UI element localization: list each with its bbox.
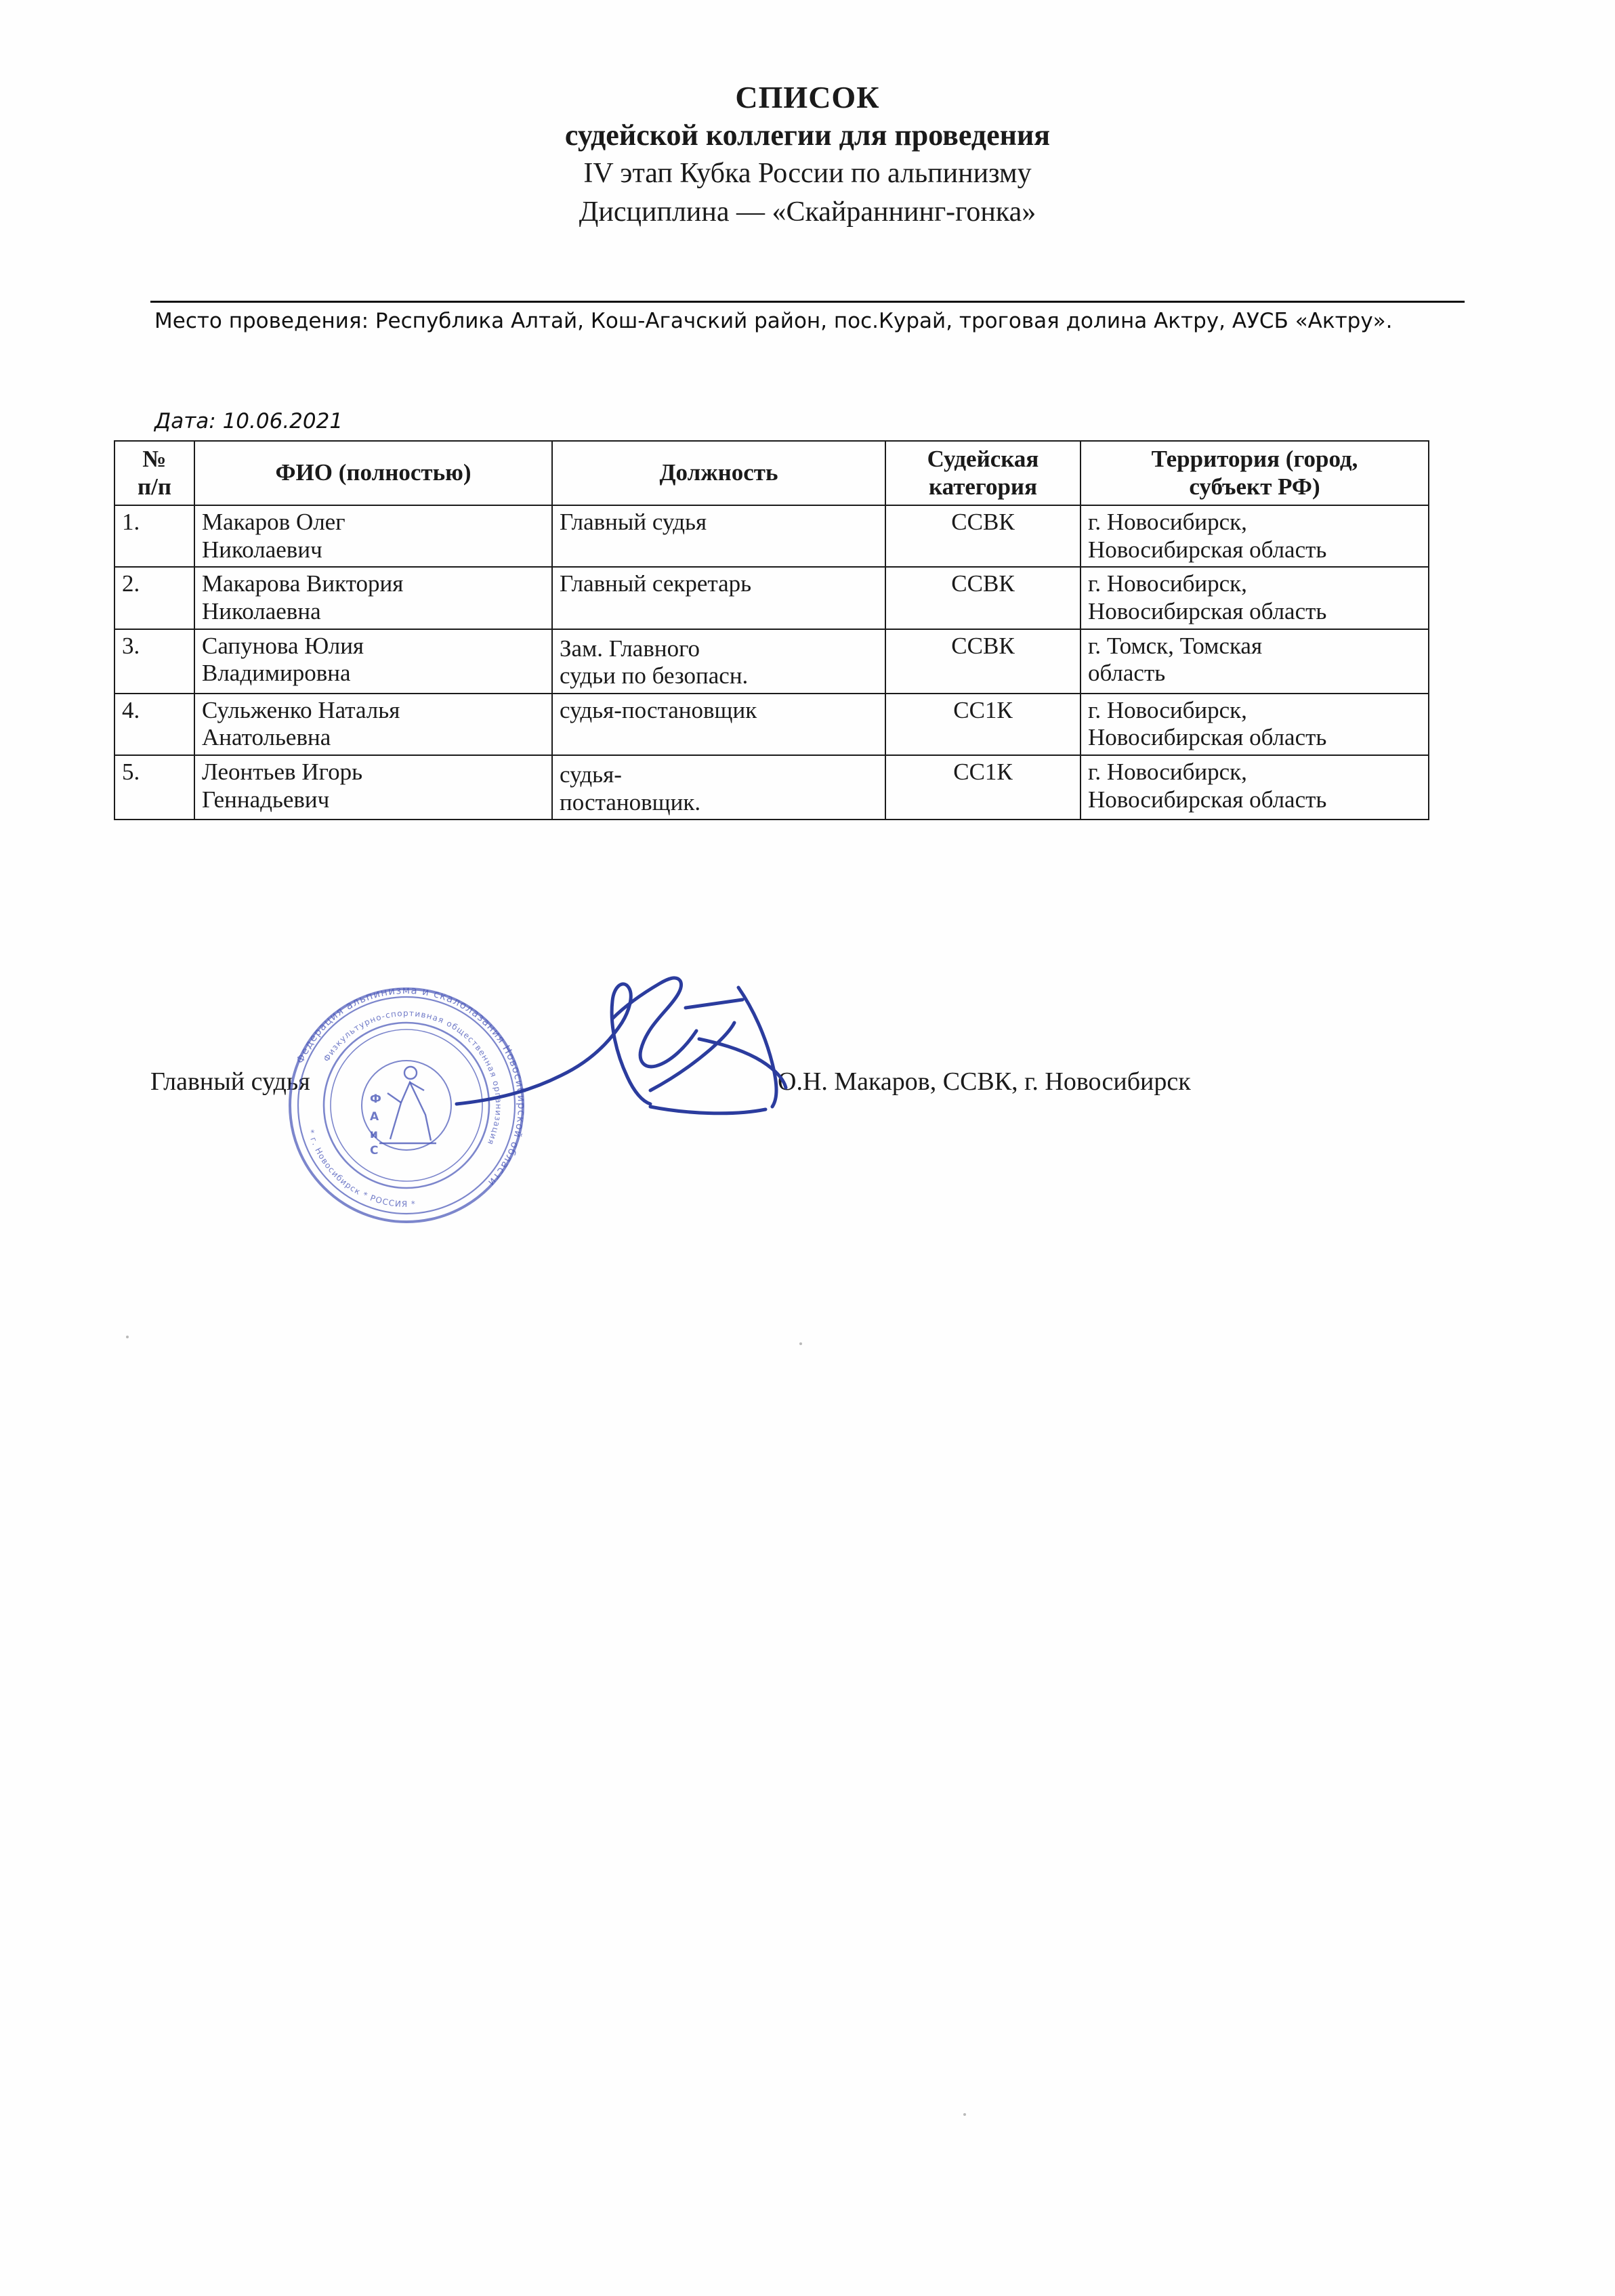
- cell-fio-line1: Сапунова Юлия: [202, 632, 364, 659]
- cell-fio-line1: Сульженко Наталья: [202, 696, 400, 723]
- cell-fio-line2: Анатольевна: [202, 724, 331, 751]
- table-row: [114, 629, 1429, 694]
- cell-role-line2: постановщик.: [560, 788, 701, 815]
- cell-fio-line2: Геннадьевич: [202, 786, 330, 813]
- column-header-territory-line2: субъект РФ): [1189, 473, 1320, 500]
- svg-text:А: А: [370, 1110, 379, 1124]
- column-header-category-line1: Судейская: [927, 446, 1039, 472]
- cell-territory-line2: Новосибирская область: [1088, 724, 1327, 751]
- cell-role-line2: судьи по безопасн.: [560, 662, 749, 689]
- cell-fio-line2: Николаевна: [202, 597, 321, 624]
- cell-territory: [1081, 755, 1429, 820]
- cell-territory-line2: Новосибирская область: [1088, 786, 1327, 813]
- cell-territory: [1081, 505, 1429, 567]
- cell-role: [552, 694, 885, 755]
- column-header-number-line2: п/п: [137, 473, 172, 500]
- title-divider: [150, 301, 1465, 303]
- cell-territory: [1081, 629, 1429, 694]
- event-discipline: Дисциплина — «Скайраннинг-гонка»: [579, 196, 1036, 228]
- signature-label: Главный судья: [150, 1067, 310, 1096]
- cell-territory-line2: Новосибирская область: [1088, 597, 1327, 624]
- cell-category: ССВК: [885, 567, 1081, 629]
- cell-role: [552, 755, 885, 820]
- svg-text:С: С: [370, 1144, 379, 1157]
- column-header-fio: ФИО (полностью): [194, 441, 552, 505]
- svg-text:Федерация альпинизма и скалола: Федерация альпинизма и скалолазания Новосибирской области: [293, 983, 528, 1189]
- cell-fio: [194, 694, 552, 755]
- table-row: [114, 755, 1429, 820]
- svg-text:и: и: [370, 1128, 378, 1141]
- cell-fio-line1: Макарова Виктория: [202, 570, 404, 597]
- cell-role-line1: Зам. Главного: [560, 635, 700, 662]
- cell-territory-line1: г. Новосибирск,: [1088, 758, 1247, 785]
- cell-role: [552, 505, 885, 567]
- column-header-category: [885, 441, 1081, 505]
- column-header-territory: [1081, 441, 1429, 505]
- cell-fio: [194, 755, 552, 820]
- cell-number: 4.: [114, 694, 194, 755]
- cell-role: [552, 629, 885, 694]
- svg-text:* г. Новосибирск * РОССИЯ *: * г. Новосибирск * РОССИЯ *: [306, 1128, 417, 1210]
- cell-number: 1.: [114, 505, 194, 567]
- cell-category: ССВК: [885, 629, 1081, 694]
- cell-fio: [194, 505, 552, 567]
- handwritten-signature: [447, 947, 826, 1177]
- cell-fio-line1: Макаров Олег: [202, 509, 345, 536]
- cell-role-line1: Главный судья: [560, 509, 707, 536]
- cell-number: 3.: [114, 629, 194, 694]
- page-subtitle: судейской коллегии для проведения: [564, 118, 1051, 152]
- venue-paragraph: Место проведения: Республика Алтай, Кош-Агачский район, пос.Курай, троговая долина Актру, АУСБ «Актру».: [154, 309, 1393, 333]
- cell-role-line1: судья-постановщик: [560, 696, 757, 723]
- cell-territory: [1081, 567, 1429, 629]
- cell-fio: [194, 567, 552, 629]
- cell-territory-line1: г. Новосибирск,: [1088, 696, 1247, 723]
- document-title-block: [0, 80, 1615, 229]
- document-date: Дата: 10.06.2021: [154, 409, 343, 433]
- table-row: [114, 505, 1429, 567]
- cell-number: 2.: [114, 567, 194, 629]
- cell-territory-line1: г. Новосибирск,: [1088, 509, 1247, 536]
- cell-category: СС1К: [885, 755, 1081, 820]
- event-stage: IV этап Кубка России по альпинизму: [583, 158, 1032, 190]
- official-stamp-icon: [271, 970, 542, 1241]
- judges-table-wrapper: [114, 440, 1428, 820]
- column-header-number-line1: №: [142, 446, 167, 472]
- svg-text:Ф: Ф: [370, 1092, 381, 1106]
- svg-text:Физкультурно-спортивная общест: Физкультурно-спортивная общественная организация: [321, 1008, 504, 1147]
- column-header-category-line2: категория: [928, 473, 1038, 500]
- signatory-name: О.Н. Макаров, ССВК, г. Новосибирск: [778, 1067, 1191, 1096]
- column-header-role: Должность: [552, 441, 885, 505]
- cell-fio-line1: Леонтьев Игорь: [202, 758, 363, 785]
- cell-fio: [194, 629, 552, 694]
- scan-speckle: [126, 1336, 129, 1338]
- cell-territory-line2: область: [1088, 660, 1166, 687]
- table-row: [114, 694, 1429, 755]
- cell-category: СС1К: [885, 694, 1081, 755]
- cell-fio-line2: Николаевич: [202, 536, 322, 563]
- cell-fio-line2: Владимировна: [202, 660, 351, 687]
- table-row: [114, 567, 1429, 629]
- cell-role-line1: Главный секретарь: [560, 570, 752, 597]
- cell-territory: [1081, 694, 1429, 755]
- cell-territory-line2: Новосибирская область: [1088, 536, 1327, 563]
- page-title: СПИСОК: [735, 80, 880, 114]
- cell-role: [552, 567, 885, 629]
- cell-territory-line1: г. Новосибирск,: [1088, 570, 1247, 597]
- cell-number: 5.: [114, 755, 194, 820]
- column-header-territory-line1: Территория (город,: [1151, 446, 1358, 472]
- scan-speckle: [799, 1342, 802, 1345]
- cell-role-line1: судья-: [560, 761, 622, 788]
- cell-territory-line1: г. Томск, Томская: [1088, 632, 1263, 659]
- cell-category: ССВК: [885, 505, 1081, 567]
- table-header-row: [114, 441, 1429, 505]
- column-header-number: [114, 441, 194, 505]
- judges-table: [114, 440, 1429, 820]
- scan-speckle: [963, 2113, 966, 2116]
